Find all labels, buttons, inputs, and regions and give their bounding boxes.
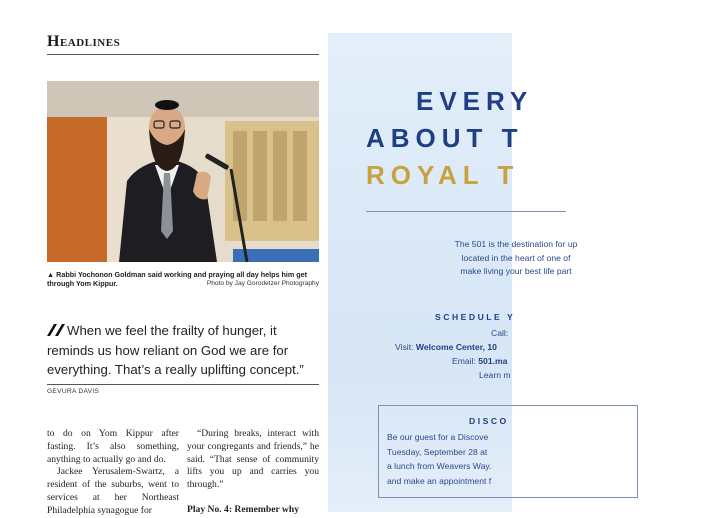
article-subhead: Play No. 4: Remember why	[187, 503, 299, 515]
ad-headline-line-1: EVERY	[416, 86, 534, 116]
learn-more-link[interactable]: Learn m	[479, 370, 511, 380]
advertisement-panel	[328, 33, 578, 512]
ad-headline-line-2: ABOUT T	[366, 123, 524, 153]
paragraph: “During breaks, interact with your congregants and friends,” he said. “That sense of community lifts you up and carries you through.”	[187, 428, 319, 491]
section-divider	[47, 54, 319, 55]
section-title: Headlines	[47, 33, 121, 50]
ad-intro-line: located in the heart of one of	[461, 252, 571, 263]
photo-caption	[47, 270, 319, 288]
ad-intro-line: The 501 is the destination for up	[454, 239, 578, 249]
discover-line: Tuesday, September 28 at	[387, 446, 488, 457]
paragraph: Jackee Yerusalem-Swartz, a resident of the suburbs, went to services at her Northeast Philadelphia synagogue for	[47, 466, 179, 516]
photo-credit: Photo by Jay Gorodetzer Photography	[206, 280, 319, 287]
speaker-photo-illustration	[47, 81, 319, 262]
email-label: Email:	[452, 356, 476, 366]
quote-divider	[47, 384, 319, 385]
paragraph: to do on Yom Kippur after fasting. It’s also something, anything to actually go and do.	[47, 428, 179, 465]
quote-author: GEVURA DAVIS	[47, 388, 100, 395]
article-body-column-2	[187, 428, 319, 517]
caption-triangle-icon: ▲	[47, 270, 55, 279]
pull-quote: When we feel the frailty of hunger, it reminds us how reliant on God we are for everything. That’s a really uplifting concept.”	[47, 323, 304, 377]
schedule-title: SCHEDULE Y	[435, 312, 516, 322]
ad-divider	[366, 211, 566, 212]
discover-title: DISCO	[469, 416, 509, 426]
discover-line: and make an appointment f	[387, 475, 492, 486]
visit-value: Welcome Center, 10	[415, 342, 497, 352]
visit-label: Visit:	[395, 342, 414, 352]
schedule-call: Call:	[491, 328, 509, 338]
discover-line: a lunch from Weavers Way.	[387, 461, 492, 471]
email-value: 501.ma	[478, 356, 508, 366]
caption-text: Rabbi Yochonon Goldman said working and praying all day helps him get through Yom Kippur.	[47, 270, 308, 288]
ad-intro-line: make living your best life part	[460, 266, 572, 276]
article-photo	[47, 81, 319, 262]
ad-intro	[366, 238, 666, 279]
discover-box	[378, 405, 638, 498]
ad-headline-line-3: ROYAL T	[366, 160, 520, 190]
schedule-visit	[395, 340, 497, 354]
discover-text	[387, 430, 687, 488]
article-column	[47, 0, 319, 516]
schedule-email[interactable]	[452, 354, 507, 368]
discover-line: Be our guest for a Discove	[387, 432, 489, 442]
article-body-column-1	[47, 428, 179, 518]
